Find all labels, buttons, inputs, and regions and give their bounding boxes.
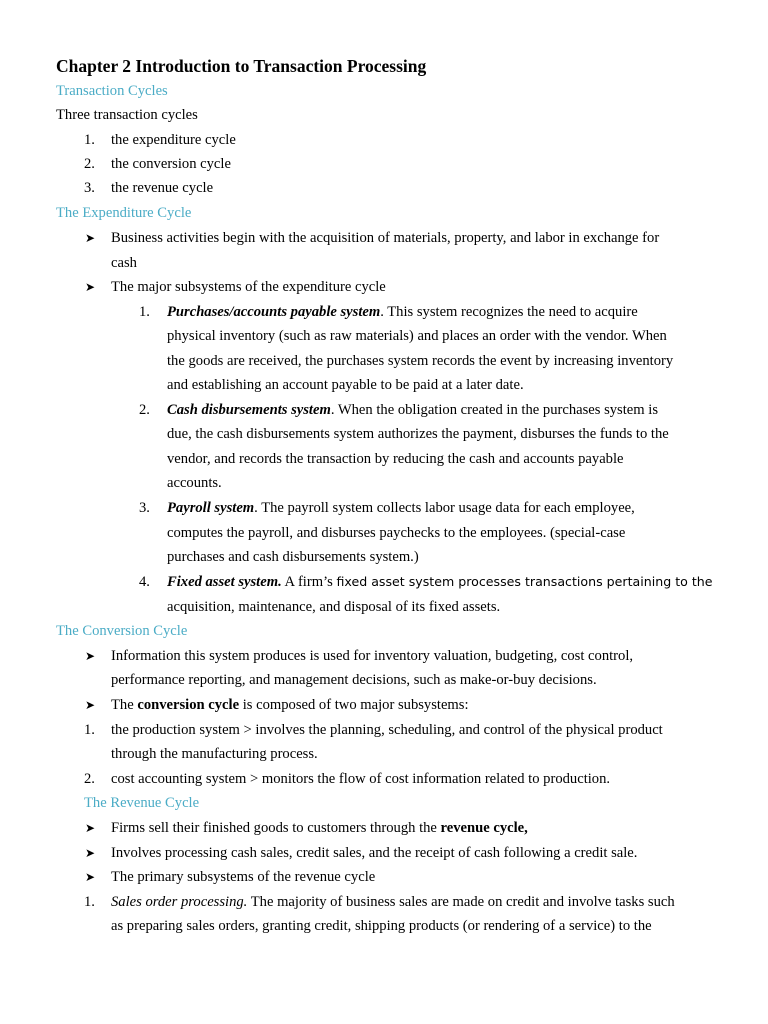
section-heading-revenue-cycle: The Revenue Cycle <box>84 795 200 811</box>
section-heading-transaction-cycles: Transaction Cycles <box>56 83 168 99</box>
subsystem-title: Payroll system <box>167 500 255 516</box>
list-number: 1. <box>84 894 95 910</box>
bullet-text <box>111 819 528 837</box>
subsystem-title: Sales order processing. <box>111 894 248 910</box>
list-item <box>167 303 638 321</box>
list-item: the production system > involves the planning, scheduling, and control of the physical product <box>111 722 663 738</box>
arrowhead-bullet-icon: ➤ <box>85 280 96 294</box>
bullet-text <box>111 696 469 714</box>
list-number: 4. <box>139 574 150 590</box>
subsystem-text: . When the obligation created in the purchases system is <box>330 402 659 418</box>
section-heading-expenditure-cycle: The Expenditure Cycle <box>56 205 192 221</box>
subsystem-title: Fixed asset system. <box>167 574 282 590</box>
subsystem-text: acquisition, maintenance, and disposal of its fixed assets. <box>167 599 501 615</box>
bullet-text: Business activities begin with the acquisition of materials, property, and labor in exchange for <box>111 230 660 246</box>
subsystem-title: Cash disbursements system <box>167 402 331 418</box>
bold-term: revenue cycle, <box>440 820 528 836</box>
subsystem-text: vendor, and records the transaction by reducing the cash and accounts payable <box>167 451 624 467</box>
text-run: is composed of two major subsystems: <box>239 697 469 713</box>
subsystem-text: physical inventory (such as raw materials) and places an order with the vendor. When <box>167 328 667 344</box>
subsystem-text: fixed asset system processes transactions pertaining to the <box>336 574 713 589</box>
bullet-text: Involves processing cash sales, credit sales, and the receipt of cash following a credit sale. <box>111 845 638 861</box>
list-number: 3. <box>139 500 150 516</box>
list-number: 3. <box>84 180 95 196</box>
subsystem-text: due, the cash disbursements system authorizes the payment, disburses the funds to the <box>167 426 669 442</box>
arrowhead-bullet-icon: ➤ <box>85 649 96 663</box>
subsystem-title: Purchases/accounts payable system <box>167 304 381 320</box>
list-item: the conversion cycle <box>111 156 231 172</box>
bullet-text: The major subsystems of the expenditure cycle <box>111 279 386 295</box>
list-item: the expenditure cycle <box>111 132 236 148</box>
list-number: 2. <box>139 402 150 418</box>
subsystem-text: . This system recognizes the need to acquire <box>380 304 638 320</box>
arrowhead-bullet-icon: ➤ <box>85 698 96 712</box>
bullet-text: Information this system produces is used for inventory valuation, budgeting, cost control, <box>111 648 634 664</box>
subsystem-text: accounts. <box>167 475 222 491</box>
subsystem-text: and establishing an account payable to be paid at a later date. <box>167 377 524 393</box>
page-title: Chapter 2 Introduction to Transaction Processing <box>56 56 427 76</box>
arrowhead-bullet-icon: ➤ <box>85 870 96 884</box>
subsystem-text: . The payroll system collects labor usage data for each employee, <box>254 500 635 516</box>
list-number: 1. <box>84 132 95 148</box>
section-heading-conversion-cycle: The Conversion Cycle <box>56 623 188 639</box>
list-number: 2. <box>84 771 95 787</box>
bullet-text: The primary subsystems of the revenue cycle <box>111 869 376 885</box>
arrowhead-bullet-icon: ➤ <box>85 846 96 860</box>
arrowhead-bullet-icon: ➤ <box>85 231 96 245</box>
list-number: 1. <box>84 722 95 738</box>
bullet-text: performance reporting, and management decisions, such as make-or-buy decisions. <box>111 672 597 688</box>
subsystem-text: purchases and cash disbursements system.) <box>167 549 419 565</box>
bullet-text: cash <box>111 255 137 271</box>
list-item: cost accounting system > monitors the flow of cost information related to production. <box>111 771 611 787</box>
subsystem-text: The majority of business sales are made on credit and involve tasks such <box>247 894 675 910</box>
bold-term: conversion cycle <box>137 697 240 713</box>
text-run: Firms sell their finished goods to customers through the <box>111 820 441 836</box>
list-item <box>167 573 713 591</box>
list-item <box>111 893 675 911</box>
subsystem-text: as preparing sales orders, granting credit, shipping products (or rendering of a service) to the <box>111 918 652 934</box>
list-item: through the manufacturing process. <box>111 746 318 762</box>
text-run: The <box>111 697 138 713</box>
list-item: the revenue cycle <box>111 180 214 196</box>
subsystem-text: the goods are received, the purchases system records the event by increasing inventory <box>167 353 674 369</box>
list-number: 2. <box>84 156 95 172</box>
transaction-cycles-intro: Three transaction cycles <box>56 107 198 123</box>
list-number: 1. <box>139 304 150 320</box>
list-item <box>167 401 658 419</box>
arrowhead-bullet-icon: ➤ <box>85 821 96 835</box>
subsystem-text: A firm’s <box>281 574 337 590</box>
list-item <box>167 499 635 517</box>
subsystem-text: computes the payroll, and disburses paychecks to the employees. (special-case <box>167 525 626 541</box>
